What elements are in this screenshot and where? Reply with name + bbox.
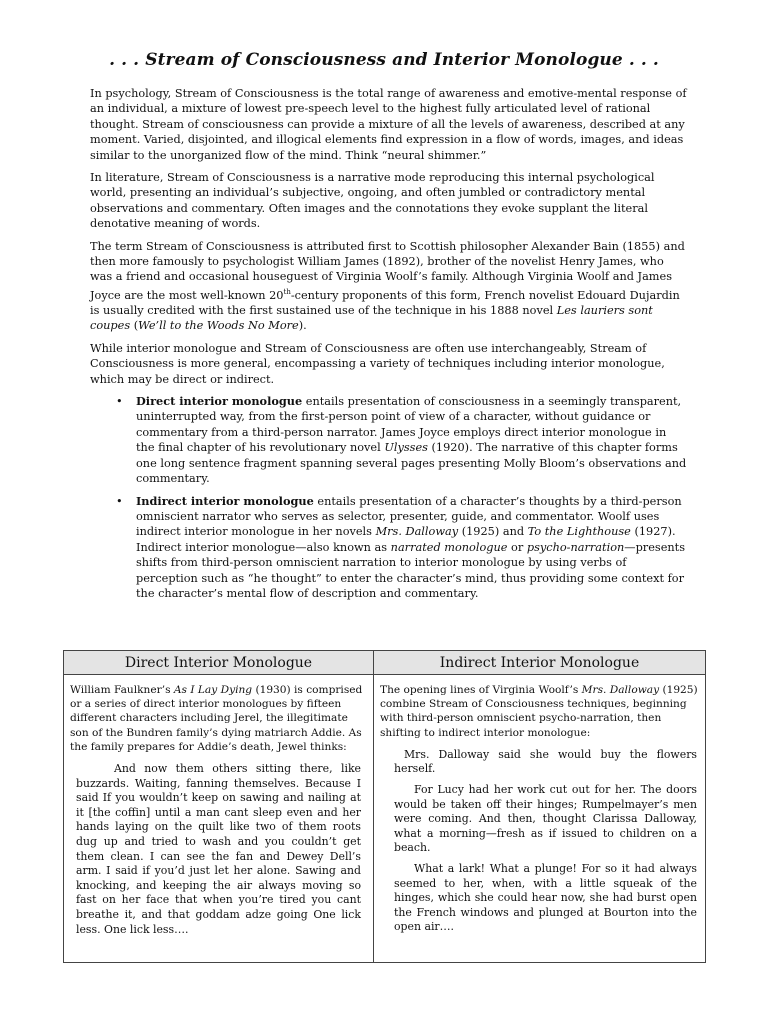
- indirect-intro-title: Mrs. Dalloway: [581, 684, 660, 696]
- bullet-indirect-title-2: To the Lighthouse: [527, 525, 631, 539]
- comparison-table: [63, 650, 706, 963]
- bullet-indirect-title-1: Mrs. Dalloway: [375, 525, 459, 539]
- history-title-french: Les lauriers sont coupes: [90, 304, 653, 333]
- bullet-direct-term: Direct interior monologue: [136, 394, 303, 409]
- indirect-quote-1: Mrs. Dalloway said she would buy the flowers herself.: [394, 747, 697, 776]
- indirect-quote-3: What a lark! What a plunge! For so it had always seemed to her, when, with a little squeak of the hinges, which she could hear now, she had burst open the French windows and plunged at Bourton into the open air….: [394, 861, 697, 934]
- table-header-direct: Direct Interior Monologue: [64, 651, 374, 675]
- bullet-indirect-term-narrated: narrated monologue: [390, 540, 508, 554]
- history-superscript: th: [283, 287, 291, 296]
- body-text: [90, 86, 688, 608]
- bullet-indirect-text-c: (1927). Indirect interior monologue—also known as: [136, 525, 676, 554]
- bullet-direct-title: Ulysses: [384, 441, 428, 455]
- paragraph-history: [90, 239, 688, 334]
- direct-intro-text-a: William Faulkner’s: [70, 684, 174, 696]
- paragraph-literature: In literature, Stream of Consciousness is a narrative mode reproducing this internal psychological world, presenting an individual’s subjective, ongoing, and often jumbled or contradictory mental observations and commentary. Often images and the connotations they evoke supplant the literal denotative meaning of words.: [90, 171, 655, 231]
- bullet-direct: [90, 394, 688, 486]
- table-cell-indirect: [374, 675, 705, 962]
- indirect-quote-2: For Lucy had her work cut out for her. The doors would be taken off their hinges; Rumpelmayer’s men were coming. And then, thought Clarissa Dalloway, what a morning—fresh as if issued to children on a beach.: [394, 783, 697, 855]
- history-text-a: The term Stream of Consciousness is attributed first to Scottish philosopher Alexander Bain (1855) and then more famously to psychologist William James (1892), brother of the novelist Henry James, who was a friend and occasional houseguest of Virginia Woolf’s family. Although Virginia Woolf and James Joyce are the most well-known 20: [90, 239, 685, 302]
- paragraph-interchangeable: While interior monologue and Stream of Consciousness are often use interchangeably, Stream of Consciousness is more general, encompassing a variety of techniques including interior monologue, which may be direct or indirect.: [90, 341, 665, 386]
- history-text-b: -century proponents of this form, French novelist Edouard Dujardin is usually credited with the first sustained use of the technique in his 1888 novel: [90, 288, 680, 318]
- bullet-indirect-term-psycho: psycho-narration: [526, 540, 625, 554]
- direct-intro-title: As I Lay Dying: [173, 684, 253, 696]
- monologue-bullet-list: [90, 394, 688, 601]
- indirect-intro: [380, 683, 699, 740]
- table-header-indirect: Indirect Interior Monologue: [374, 651, 705, 675]
- bullet-indirect: [90, 494, 688, 602]
- bullet-marker: •: [116, 494, 123, 508]
- bullet-indirect-term: Indirect interior monologue: [136, 493, 314, 508]
- history-title-english: We’ll to the Woods No More: [138, 319, 299, 333]
- bullet-indirect-text-e: —presents shifts from third-person omniscient narration to interior monologue by using verbs of perception such as “he thought” to enter the character’s mind, thus providing some context for the character’s mental flow of description and commentary.: [136, 540, 685, 600]
- bullet-indirect-text-a: entails presentation of a character’s thoughts by a third-person omniscient narrator who serves as selector, presenter, guide, and commentator. Woolf uses indirect interior monologue in her novels: [136, 494, 682, 539]
- bullet-marker: •: [116, 395, 123, 409]
- page-title: . . . Stream of Consciousness and Interior Monologue . . .: [109, 50, 659, 70]
- table-cell-direct: [64, 675, 374, 962]
- indirect-intro-text-b: (1925) combine Stream of Consciousness techniques, beginning with third-person omniscient psycho-narration, then shifting to indirect interior monologue:: [380, 684, 698, 739]
- bullet-direct-text-b: (1920). The narrative of this chapter forms one long sentence fragment spanning several pages presenting Molly Bloom’s observations and commentary.: [136, 441, 687, 486]
- direct-quote: And now them others sitting there, like buzzards. Waiting, fanning themselves. Because I said If you wouldn’t keep on sawing and nailing at it [the coffin] until a man cant sleep even and her hands laying on the quilt like two of them roots dug up and tried to wash and you couldn’t get them clean. I can see the fan and Dewey Dell’s arm. I said if you’d just let her alone. Sawing and knocking, and keeping the air always moving so fast on her face that when you’re tired you cant breathe it, and that goddam adze going One lick less. One lick less….: [76, 762, 361, 936]
- paragraph-psychology: In psychology, Stream of Consciousness is the total range of awareness and emotive-mental response of an individual, a mixture of lowest pre-speech level to the highest fully articulated level of rational thought. Stream of consciousness can provide a mixture of all the levels of awareness, described at any moment. Varied, disjointed, and illogical elements find expression in a flow of words, images, and ideas similar to the unorganized flow of the mind. Think “neural shimmer.”: [90, 87, 687, 162]
- bullet-indirect-text-d: or: [507, 540, 527, 554]
- direct-intro: [70, 683, 367, 754]
- indirect-intro-text-a: The opening lines of Virginia Woolf’s: [380, 684, 582, 696]
- history-text-d: ).: [298, 319, 307, 333]
- history-text-c: (: [130, 319, 139, 333]
- bullet-indirect-text-b: (1925) and: [458, 525, 528, 539]
- bullet-direct-text-a: entails presentation of consciousness in a seemingly transparent, uninterrupted way, from the first-person point of view of a character, without guidance or commentary from a third-person narrator. James Joyce employs direct interior monologue in the final chapter of his revolutionary novel: [136, 395, 682, 455]
- direct-intro-text-b: (1930) is comprised or a series of direct interior monologues by fifteen different characters including Jerel, the illegitimate son of the Bundren family’s dying matriarch Addie. As the family prepares for Addie’s death, Jewel thinks:: [70, 684, 363, 753]
